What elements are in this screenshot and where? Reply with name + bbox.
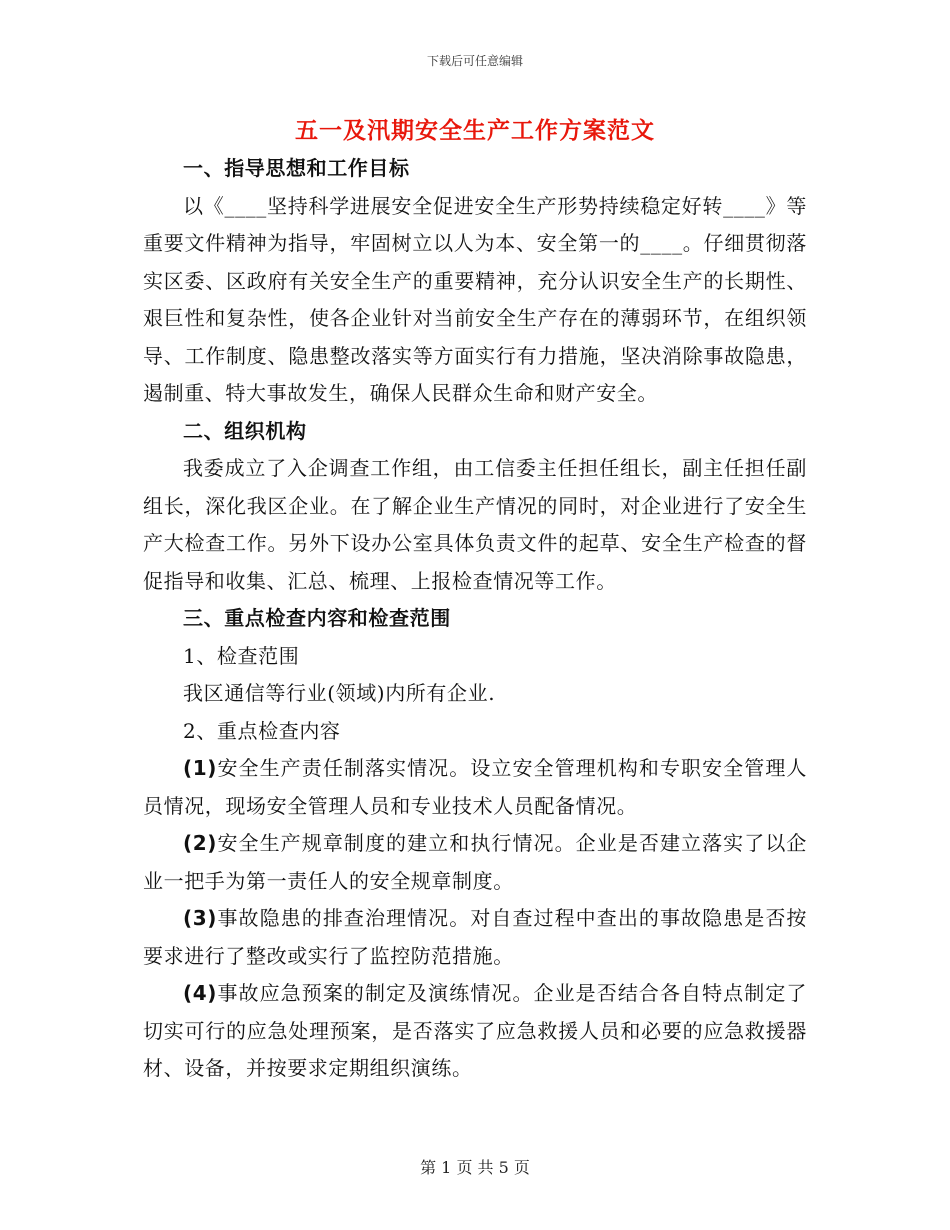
checklist-item-1 bbox=[143, 750, 807, 825]
section-1-paragraph: 以《____坚持科学进展安全促进安全生产形势持续稳定好转____》等重要文件精神为指导，牢固树立以人为本、安全第一的____。仔细贯彻落实区委、区政府有关安全生产的重要精神，充分认识安全生产的长期性、艰巨性和复杂性，使各企业针对当前安全生产存在的薄弱环节，在组织领导、工作制度、隐患整改落实等方面实行有力措施，坚决消除事故隐患，遏制重、特大事故发生，确保人民群众生命和财产安全。 bbox=[143, 193, 807, 405]
item-text: 安全生产责任制落实情况。设立安全管理机构和专职安全管理人员情况，现场安全管理人员和专业技术人员配备情况。 bbox=[143, 756, 807, 818]
item-number: (4) bbox=[183, 981, 217, 1005]
document-title: 五一及汛期安全生产工作方案范文 bbox=[295, 118, 655, 144]
item-text: 事故应急预案的制定及演练情况。企业是否结合各自特点制定了切实可行的应急处理预案，是否落实了应急救援人员和必要的应急救援器材、设备，并按要求定期组织演练。 bbox=[143, 981, 807, 1080]
subheading-key-content: 2、重点检查内容 bbox=[183, 718, 341, 743]
item-number: (1) bbox=[183, 756, 217, 780]
section-heading-2: 二、组织机构 bbox=[183, 418, 307, 443]
checklist-item-3 bbox=[143, 900, 807, 975]
inspection-scope-text: 我区通信等行业(领域)内所有企业. bbox=[183, 681, 496, 705]
subheading-inspection-scope: 1、检查范围 bbox=[183, 643, 300, 668]
section-2-paragraph: 我委成立了入企调查工作组，由工信委主任担任组长，副主任担任副组长，深化我区企业。在了解企业生产情况的同时，对企业进行了安全生产大检查工作。另外下设办公室具体负责文件的起草、安全生产检查的督促指导和收集、汇总、梳理、上报检查情况等工作。 bbox=[143, 456, 807, 593]
header-note: 下载后可任意编辑 bbox=[426, 54, 523, 68]
checklist-item-4 bbox=[143, 975, 807, 1088]
item-number: (2) bbox=[183, 831, 217, 855]
page-footer: 第 1 页 共 5 页 bbox=[420, 1158, 530, 1177]
section-heading-3: 三、重点检查内容和检查范围 bbox=[183, 606, 451, 630]
checklist-item-2 bbox=[143, 825, 807, 900]
item-number: (3) bbox=[183, 906, 217, 930]
item-text: 事故隐患的排查治理情况。对自查过程中查出的事故隐患是否按要求进行了整改或实行了监控防范措施。 bbox=[143, 906, 807, 968]
item-text: 安全生产规章制度的建立和执行情况。企业是否建立落实了以企业一把手为第一责任人的安全规章制度。 bbox=[143, 831, 807, 893]
document-body bbox=[143, 150, 807, 1088]
section-heading-1: 一、指导思想和工作目标 bbox=[183, 156, 410, 180]
